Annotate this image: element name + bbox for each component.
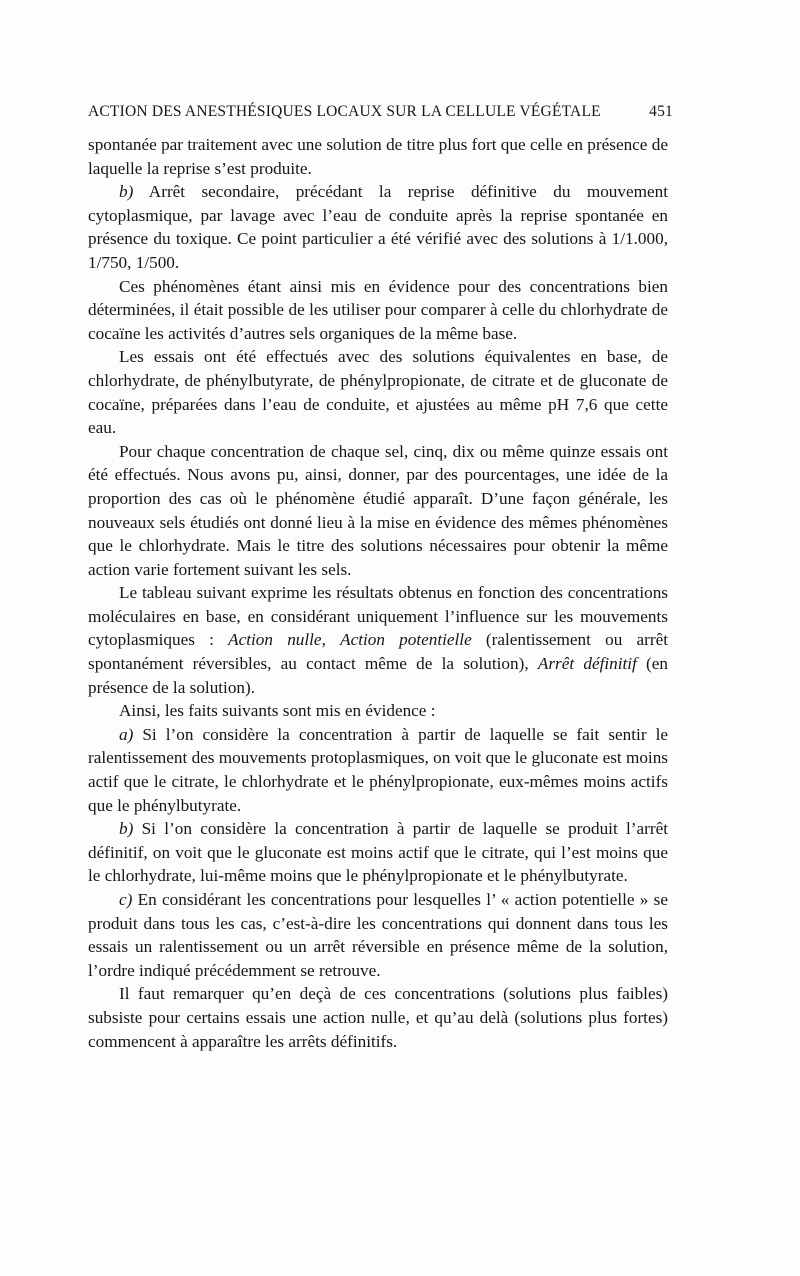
running-head-title: ACTION DES ANESTHÉSIQUES LOCAUX SUR LA CELLULE VÉGÉTALE (88, 103, 601, 120)
item-label: a) (119, 724, 134, 744)
paragraph (88, 888, 668, 982)
paragraph-text: Si l’on considère la concentration à partir de laquelle se produit l’arrêt définitif, on voit que le gluconate est moins actif que le citrate, qui l’est moins que le chlorhydrate, lui-même moins que le phénylpropionate et le phénylbutyrate. (88, 819, 668, 886)
paragraph-text: Arrêt secondaire, précédant la reprise définitive du mouvement cytoplasmique, par lavage avec l’eau de conduite après la reprise spontanée en présence du toxique. Ce point particulier a été vérifié avec des solutions à 1/1.000, 1/750, 1/500. (88, 182, 668, 272)
paragraph (88, 817, 668, 888)
running-head (88, 101, 673, 123)
item-label: c) (119, 890, 133, 909)
page-number: 451 (649, 103, 673, 120)
paragraph (88, 180, 668, 274)
paragraph (88, 982, 668, 1053)
paragraph-text: Pour chaque concentration de chaque sel, cinq, dix ou même quinze essais ont été effectués. Nous avons pu, ainsi, donner, par des pourcentages, une idée de la proportion des cas où le phénomène étudié apparaît. D’une façon générale, les nouveaux sels étudiés ont donné lieu à la mise en évidence des mêmes phénomènes que le chlorhydrate. Mais le titre des solutions nécessaires pour obtenir la même action varie fortement suivant les sels. (88, 441, 668, 579)
paragraph (88, 699, 668, 723)
italic-term: Action potentielle (340, 630, 472, 650)
paragraph-text: Ces phénomènes étant ainsi mis en évidence pour des concentrations bien déterminées, il était possible de les utiliser pour comparer à celle du chlorhydrate de cocaïne les activités d’autres sels organiques de la même base. (88, 276, 668, 343)
paragraph (88, 275, 668, 346)
italic-term: Action nulle (228, 630, 322, 650)
paragraph (88, 133, 668, 180)
item-label: b) (119, 819, 134, 839)
paragraph (88, 723, 668, 817)
paragraph (88, 440, 668, 582)
paragraph-text: Ainsi, les faits suivants sont mis en évidence : (119, 701, 436, 721)
italic-term: Arrêt définitif (537, 654, 637, 674)
paragraph-text: Si l’on considère la concentration à partir de laquelle se fait sentir le ralentissement des mouvements protoplasmiques, on voit que le gluconate est moins actif que le citrate, le chlorhydrate et le phénylpropionate, eux-mêmes moins actifs que le phénylbutyrate. (88, 724, 668, 815)
paragraph-text: Les essais ont été effectués avec des solutions équivalentes en base, de chlorhydrate, de phénylbutyrate, de phénylpropionate, de citrate et de gluconate de cocaïne, préparées dans l’eau de conduite, et ajustées au même pH 7,6 que cette eau. (88, 347, 668, 438)
item-label: b) (119, 182, 134, 202)
paragraph-text: Il faut remarquer qu’en deçà de ces concentrations (solutions plus faibles) subsiste pour certains essais une action nulle, et qu’au delà (solutions plus fortes) commencent à apparaître les arrêts définitifs. (88, 984, 668, 1051)
paragraph-text: En considérant les concentrations pour lesquelles l’ « action potentielle » se produit dans tous les cas, c’est-à-dire les concentrations qui donnent dans tous les essais un ralentissement ou un arrêt réversible en présence même de la solution, l’ordre indiqué précédemment se retrouve. (88, 890, 668, 980)
body-text (88, 133, 668, 1053)
paragraph-text: spontanée par traitement avec une solution de titre plus fort que celle en présence de laquelle la reprise s’est produite. (88, 135, 668, 178)
paragraph (88, 345, 668, 439)
paragraph-text: , (321, 630, 341, 650)
paragraph-text: (en présence de la solution). (88, 654, 668, 697)
paragraph-text: Le tableau suivant exprime les résultats obtenus en fonction des concentrations moléculaires en base, en considérant uniquement l’influence sur les mouvements cytoplasmiques : (88, 583, 668, 650)
paragraph (88, 581, 668, 699)
paragraph-text: (ralentissement ou arrêt spontanément réversibles, au contact même de la solution), (88, 630, 669, 674)
